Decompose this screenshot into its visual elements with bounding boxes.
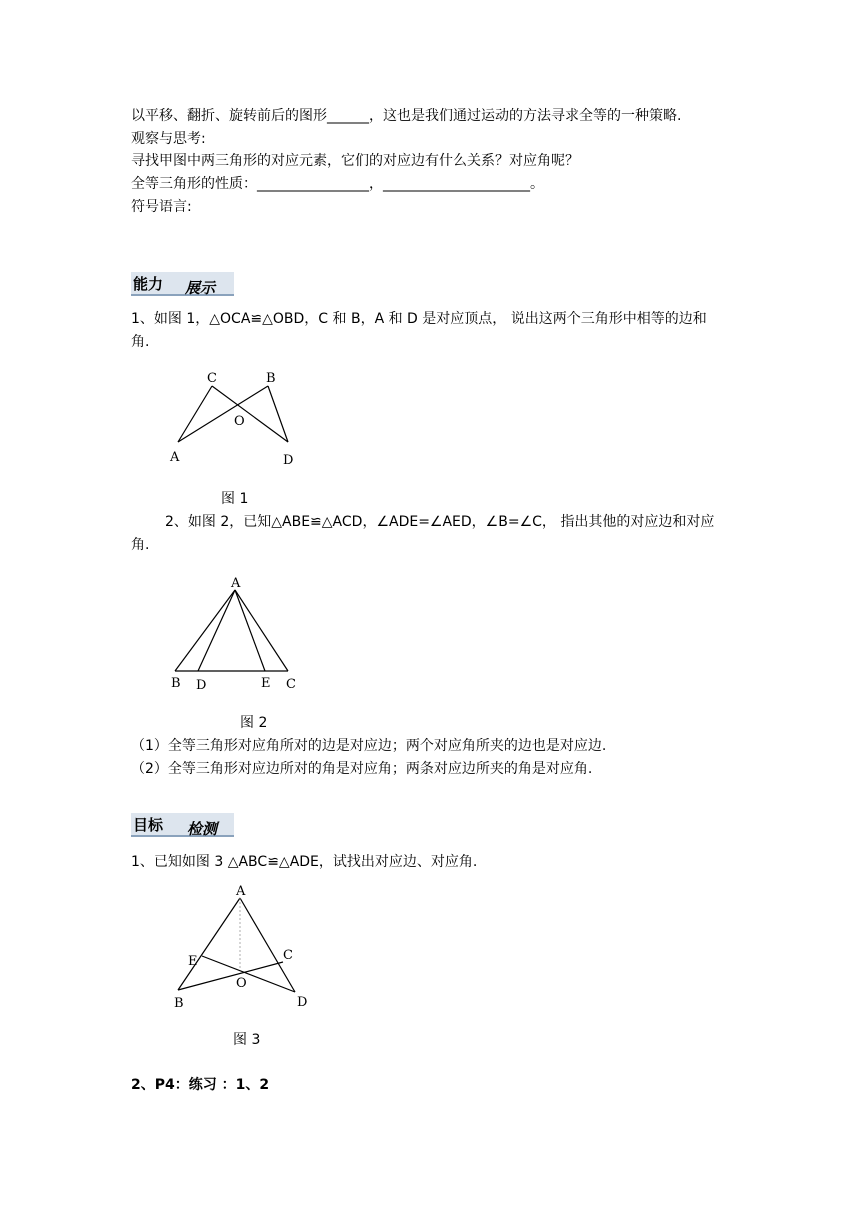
figure-3-caption: 图 3 — [233, 1032, 261, 1048]
section-heading-ability-part1: 能力 — [133, 275, 164, 293]
fig1-label-b: B — [266, 371, 276, 386]
question-2-text: 2、如图 2，已知△ABE≌△ACD，∠ADE=∠AED，∠B=∠C， 指出其他的对应边和对应 — [165, 514, 715, 530]
fig3-label-a: A — [236, 884, 246, 899]
question-1-text: 1、如图 1，△OCA≌△OBD，C 和 B，A 和 D 是对应顶点， 说出这两个三角形中相等的边和 — [131, 311, 707, 327]
question-2-text-cont: 角. — [131, 537, 150, 553]
section-heading-target-part2: 检测 — [187, 820, 218, 838]
fig1-label-o: O — [234, 414, 245, 429]
fig3-label-b: B — [174, 996, 184, 1010]
section-heading-target — [131, 813, 234, 837]
figure-3 — [165, 882, 315, 1010]
section-heading-ability — [131, 272, 234, 296]
intro-line-3: 寻找甲图中两三角形的对应元素，它们的对应边有什么关系？对应角呢？ — [131, 153, 579, 169]
intro-line-4: 全等三角形的性质：________________，_____________________。 — [131, 176, 544, 192]
fig1-label-a: A — [170, 450, 180, 465]
intro-line-2: 观察与思考: — [131, 131, 206, 147]
figure-2-caption: 图 2 — [240, 715, 268, 731]
intro-line-5: 符号语言: — [131, 199, 192, 215]
note-1: （1）全等三角形对应角所对的边是对应边；两个对应角所夹的边也是对应边. — [131, 738, 607, 754]
figure-2 — [165, 574, 305, 696]
figure-1 — [165, 366, 305, 470]
question-4-text: 2、P4：练习 ：1、2 — [131, 1077, 270, 1093]
fig3-label-o: O — [236, 976, 247, 991]
question-3-text: 1、已知如图 3 △ABC≌△ADE，试找出对应边、对应角. — [131, 854, 478, 870]
fig2-label-d: D — [196, 678, 207, 693]
note-2: （2）全等三角形对应边所对的角是对应角；两条对应边所夹的角是对应角. — [131, 761, 593, 777]
fig3-label-c: C — [283, 948, 293, 963]
fig2-label-c: C — [286, 677, 296, 692]
fig3-label-e: E — [188, 954, 198, 969]
fig2-label-a: A — [231, 576, 241, 591]
fig1-label-c: C — [207, 371, 217, 386]
section-heading-target-part1: 目标 — [133, 816, 164, 834]
section-heading-ability-part2: 展示 — [185, 279, 216, 297]
fig3-label-d: D — [297, 995, 308, 1010]
intro-line-1: 以平移、翻折、旋转前后的图形______，这也是我们通过运动的方法寻求全等的一种策略. — [131, 108, 682, 124]
fig2-label-e: E — [261, 676, 271, 691]
fig2-label-b: B — [171, 676, 181, 691]
question-1-text-cont: 角. — [131, 334, 150, 350]
figure-1-caption: 图 1 — [221, 491, 249, 507]
fig1-label-d: D — [283, 453, 294, 468]
